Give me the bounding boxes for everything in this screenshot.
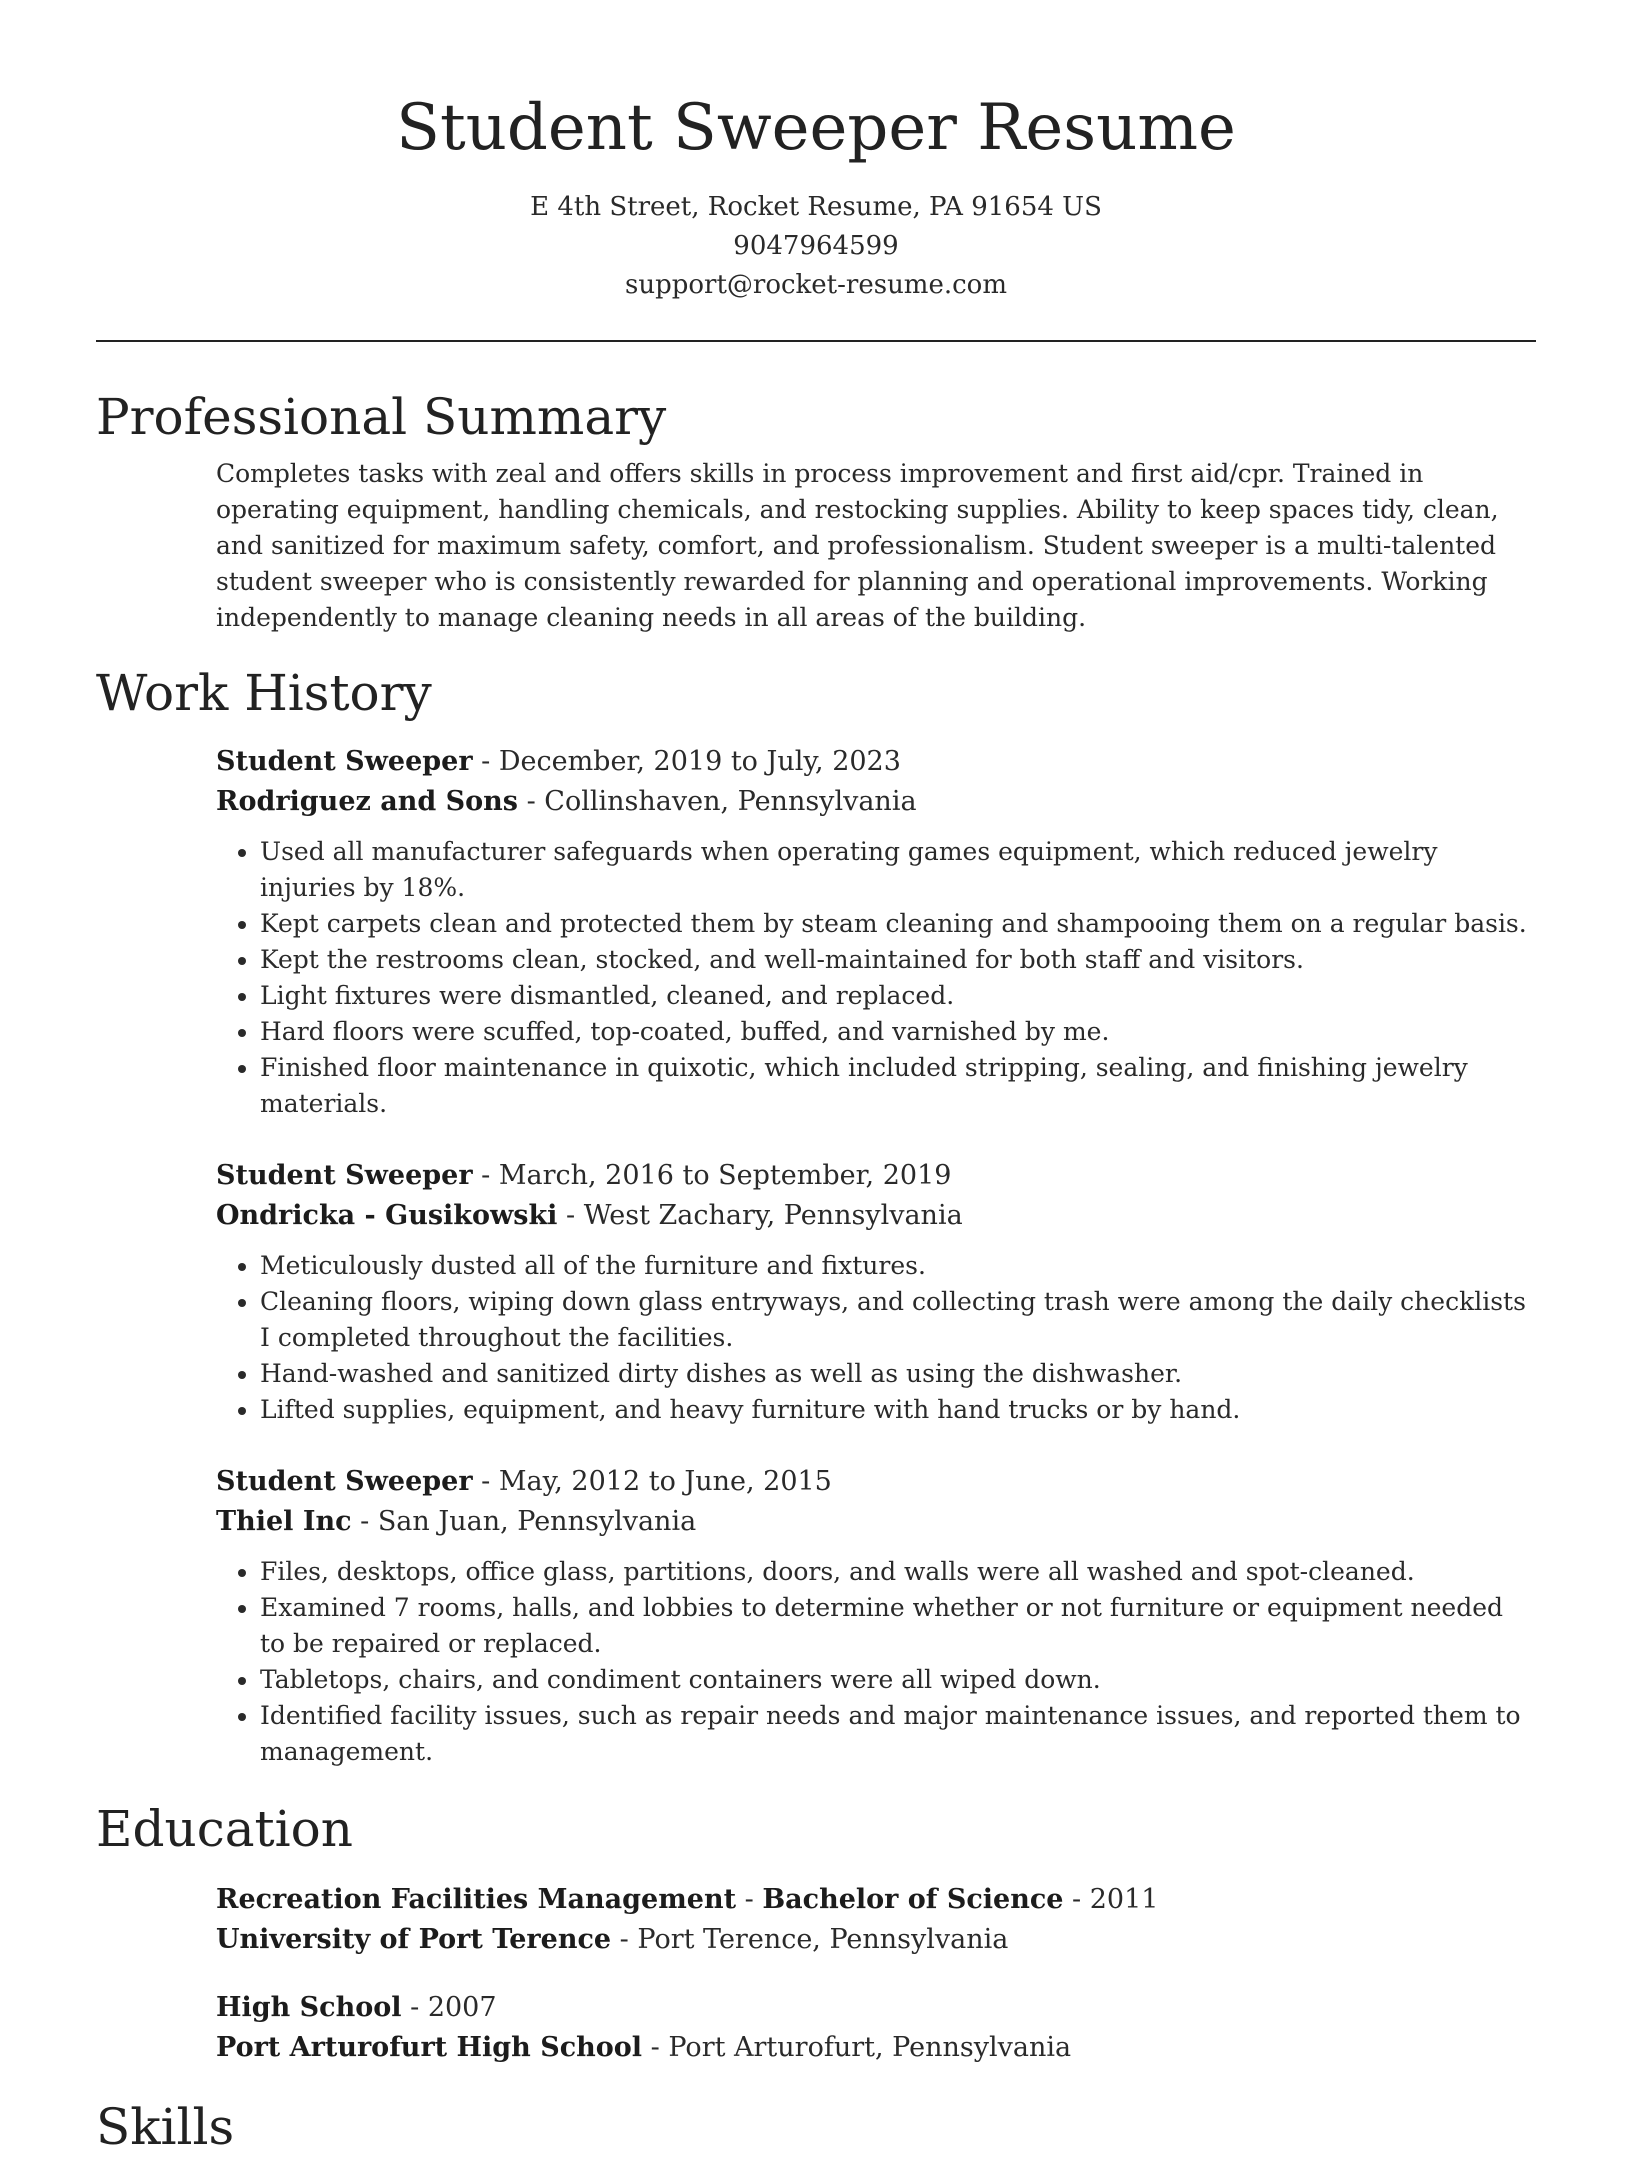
job-duty: • Kept carpets clean and protected them by steam cleaning and shampooing them on a regular basis.: [260, 906, 1536, 942]
education-school: University of Port Terence: [216, 1924, 612, 1955]
job-title-line: Student Sweeper - March, 2016 to September, 2019: [216, 1160, 952, 1191]
education-school-line: University of Port Terence - Port Terence, Pennsylvania: [216, 1924, 1009, 1955]
summary-heading: Professional Summary: [96, 388, 667, 446]
work-history-heading: Work History: [96, 664, 432, 722]
education-year: 2007: [427, 1992, 497, 2023]
education-field: High School: [216, 1992, 402, 2023]
job-title: Student Sweeper: [216, 1160, 473, 1191]
job-duty: • Identified facility issues, such as repair needs and major maintenance issues, and reported them to management.: [260, 1698, 1536, 1770]
header-divider: [96, 340, 1536, 342]
education-entry: [216, 1988, 1536, 2068]
job-duties: [216, 834, 1536, 1122]
education-location: Port Terence, Pennsylvania: [637, 1924, 1009, 1955]
education-year: 2011: [1089, 1884, 1159, 1915]
contact-info: [96, 188, 1536, 305]
job-entry: [216, 1156, 1536, 1428]
job-location: Collinshaven, Pennsylvania: [544, 786, 917, 817]
education-section: [96, 1796, 1536, 2068]
job-duty: • Used all manufacturer safeguards when operating games equipment, which reduced jewelry injuries by 18%.: [260, 834, 1536, 906]
job-title: Student Sweeper: [216, 746, 473, 777]
job-location: West Zachary, Pennsylvania: [583, 1200, 963, 1231]
resume-title: Student Sweeper Resume: [396, 91, 1236, 165]
education-field: Recreation Facilities Management: [216, 1884, 737, 1915]
job-duty: • Hard floors were scuffed, top-coated, buffed, and varnished by me.: [260, 1014, 1536, 1050]
job-company-line: Ondricka - Gusikowski - West Zachary, Pennsylvania: [216, 1200, 963, 1231]
summary-text: Completes tasks with zeal and offers skills in process improvement and first aid/cpr. Trained in operating equipment, handling chemicals, and restocking supplies. Ability to keep spaces tidy, clean, and sanitized for maximum safety, comfort, and professionalism. Student sweeper is a multi-talented student sweeper who is consistently rewarded for planning and operational improvements. Working independently to manage cleaning needs in all areas of the building.: [216, 459, 1499, 632]
education-heading: Education: [96, 1800, 353, 1858]
job-duties: [216, 1554, 1536, 1770]
phone-number: 9047964599: [733, 231, 899, 261]
skills-heading: Skills: [96, 2098, 235, 2156]
education-degree: Bachelor of Science: [762, 1884, 1064, 1915]
job-entry: [216, 742, 1536, 1122]
education-location: Port Arturofurt, Pennsylvania: [668, 2032, 1072, 2063]
job-duty: • Light fixtures were dismantled, cleaned, and replaced.: [260, 978, 1536, 1014]
job-entry: [216, 1462, 1536, 1770]
job-company: Ondricka - Gusikowski: [216, 1200, 558, 1231]
job-duty: • Lifted supplies, equipment, and heavy furniture with hand trucks or by hand.: [260, 1392, 1536, 1428]
job-duty: • Files, desktops, office glass, partitions, doors, and walls were all washed and spot-cleaned.: [260, 1554, 1536, 1590]
job-company: Thiel Inc: [216, 1506, 352, 1537]
email-address: support@rocket-resume.com: [624, 270, 1007, 300]
job-dates: December, 2019 to July, 2023: [498, 746, 901, 777]
job-dates: March, 2016 to September, 2019: [498, 1160, 952, 1191]
education-entry: [216, 1880, 1536, 1960]
job-duty: • Finished floor maintenance in quixotic, which included stripping, sealing, and finishing jewelry materials.: [260, 1050, 1536, 1122]
job-duty: • Examined 7 rooms, halls, and lobbies to determine whether or not furniture or equipment needed to be repaired or replaced.: [260, 1590, 1536, 1662]
education-degree-line: Recreation Facilities Management - Bachelor of Science - 2011: [216, 1884, 1159, 1915]
job-duty: • Cleaning floors, wiping down glass entryways, and collecting trash were among the daily checklists I completed throughout the facilities.: [260, 1284, 1536, 1356]
job-duty: • Kept the restrooms clean, stocked, and well-maintained for both staff and visitors.: [260, 942, 1536, 978]
education-school-line: Port Arturofurt High School - Port Arturofurt, Pennsylvania: [216, 2032, 1072, 2063]
job-title-line: Student Sweeper - May, 2012 to June, 2015: [216, 1466, 832, 1497]
job-dates: May, 2012 to June, 2015: [498, 1466, 832, 1497]
job-duty: • Tabletops, chairs, and condiment containers were all wiped down.: [260, 1662, 1536, 1698]
education-degree-line: High School - 2007: [216, 1992, 497, 2023]
job-title: Student Sweeper: [216, 1466, 473, 1497]
job-company-line: Rodriguez and Sons - Collinshaven, Pennsylvania: [216, 786, 917, 817]
job-company-line: Thiel Inc - San Juan, Pennsylvania: [216, 1506, 697, 1537]
job-duty: • Hand-washed and sanitized dirty dishes as well as using the dishwasher.: [260, 1356, 1536, 1392]
job-duties: [216, 1248, 1536, 1428]
address: E 4th Street, Rocket Resume, PA 91654 US: [530, 192, 1102, 222]
job-company: Rodriguez and Sons: [216, 786, 518, 817]
summary-section: [96, 384, 1536, 636]
education-school: Port Arturofurt High School: [216, 2032, 643, 2063]
job-duty: • Meticulously dusted all of the furniture and fixtures.: [260, 1248, 1536, 1284]
resume-page: [96, 0, 1536, 2160]
work-history-section: [96, 660, 1536, 1770]
job-title-line: Student Sweeper - December, 2019 to July, 2023: [216, 746, 901, 777]
skills-section: [96, 2094, 1536, 2160]
job-location: San Juan, Pennsylvania: [377, 1506, 697, 1537]
